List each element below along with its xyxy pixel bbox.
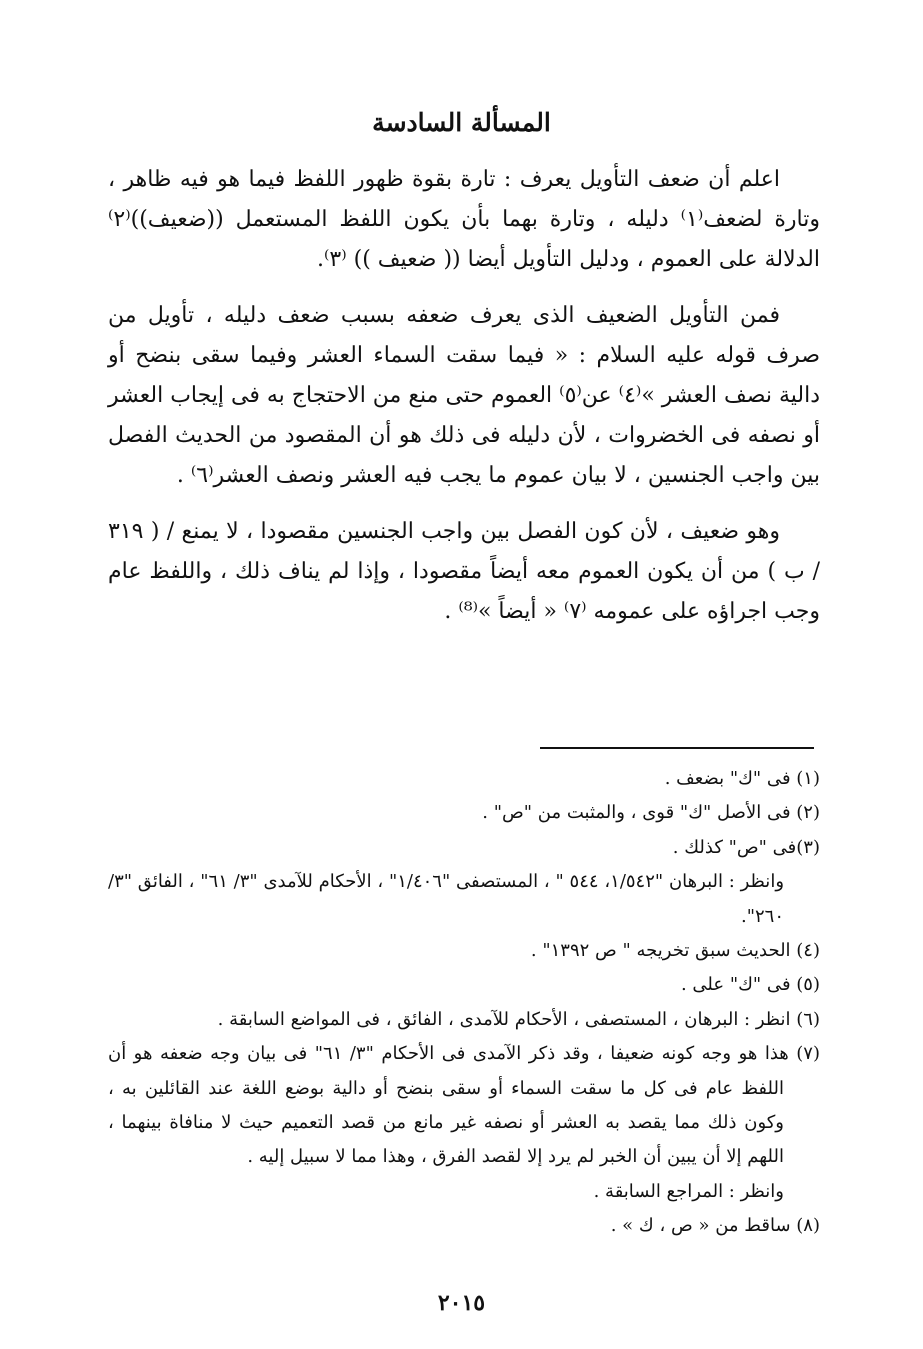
footnote: (٣)فى "ص" كذلك . [672, 836, 820, 858]
footnote: (٤) الحديث سبق تخريجه " ص ١٣٩٢" . [530, 940, 820, 962]
paragraph: اعلم أن ضعف التأويل يعرف : تارة بقوة ظهور اللفظ فيما هو فيه ظاهر ، وتارة لضعف⁽١⁾ دليله ، وتارة بهما بأن يكون اللفظ المستعمل ((ضعيف))⁽٢⁾ الدلالة على العموم ، ودليل التأويل أيضا (( ضعيف )) ⁽٣⁾. [108, 167, 820, 272]
paragraph: فمن التأويل الضعيف الذى يعرف ضعفه بسبب ضعف دليله ، تأويل من صرف قوله عليه السلام : « فيما سقت السماء العشر وفيما سقى بنضح أو دالية نصف العشر »⁽٤⁾ عن⁽٥⁾ العموم حتى منع من الاحتجاج به فى إيجاب العشر أو نصفه فى الخضروات ، لأن دليله فى ذلك هو أن المقصود من الحديث الفصل بين واجب الجنسين ، لا بيان عموم ما يجب فيه العشر ونصف العشر⁽٦⁾ . [108, 303, 820, 488]
section-title: المسألة السادسة [372, 108, 551, 137]
paragraph: وهو ضعيف ، لأن كون الفصل بين واجب الجنسين مقصودا ، لا يمنع / ( ٣١٩ / ب ) من أن يكون العموم معه أيضاً مقصودا ، وإذا لم يناف ذلك ، واللفظ عام وجب اجراؤه على عمومه ⁽٧⁾ « أيضاً »⁽⁸⁾ . [108, 519, 820, 624]
footnote: (٨) ساقط من « ص ، ك » . [610, 1215, 820, 1237]
footnotes [108, 762, 820, 1244]
footnote: (٢) فى الأصل "ك" قوى ، والمثبت من "ص" . [482, 802, 820, 824]
footnote: (٦) انظر : البرهان ، المستصفى ، الأحكام للآمدى ، الفائق ، فى المواضع السابقة . [217, 1008, 820, 1030]
footnote-divider [540, 747, 814, 749]
main-text [108, 160, 820, 648]
footnote-continuation: وانظر : البرهان "١/٥٤٢، ٥٤٤ " ، المستصفى "١/٤٠٦" ، الأحكام للآمدى "٣/ ٦١" ، الفائق "٣/ ٢٦٠". [108, 871, 785, 927]
footnote: (١) فى "ك" بضعف . [664, 768, 820, 789]
footnote-continuation: وانظر : المراجع السابقة . [593, 1180, 784, 1202]
footnote: (٥) فى "ك" على . [680, 974, 820, 996]
page-number: ٢٠١٥ [437, 1290, 486, 1316]
footnote: (٧) هذا هو وجه كونه ضعيفا ، وقد ذكر الآمدى فى الأحكام "٣/ ٦١" فى بيان وجه ضعفه هو أن اللفظ عام فى كل ما سقت السماء أو سقى بنضح أو دالية بوضع اللغة عند القائلين به ، وكون ذلك مما يقصد به العشر أو نصفه غير مانع من قصد التعميم حيث لا منافاة بينهما ، اللهم إلا أن يبين أن الخبر لم يرد إلا لقصد الفرق ، وهذا مما لا سبيل إليه . [108, 1043, 820, 1168]
